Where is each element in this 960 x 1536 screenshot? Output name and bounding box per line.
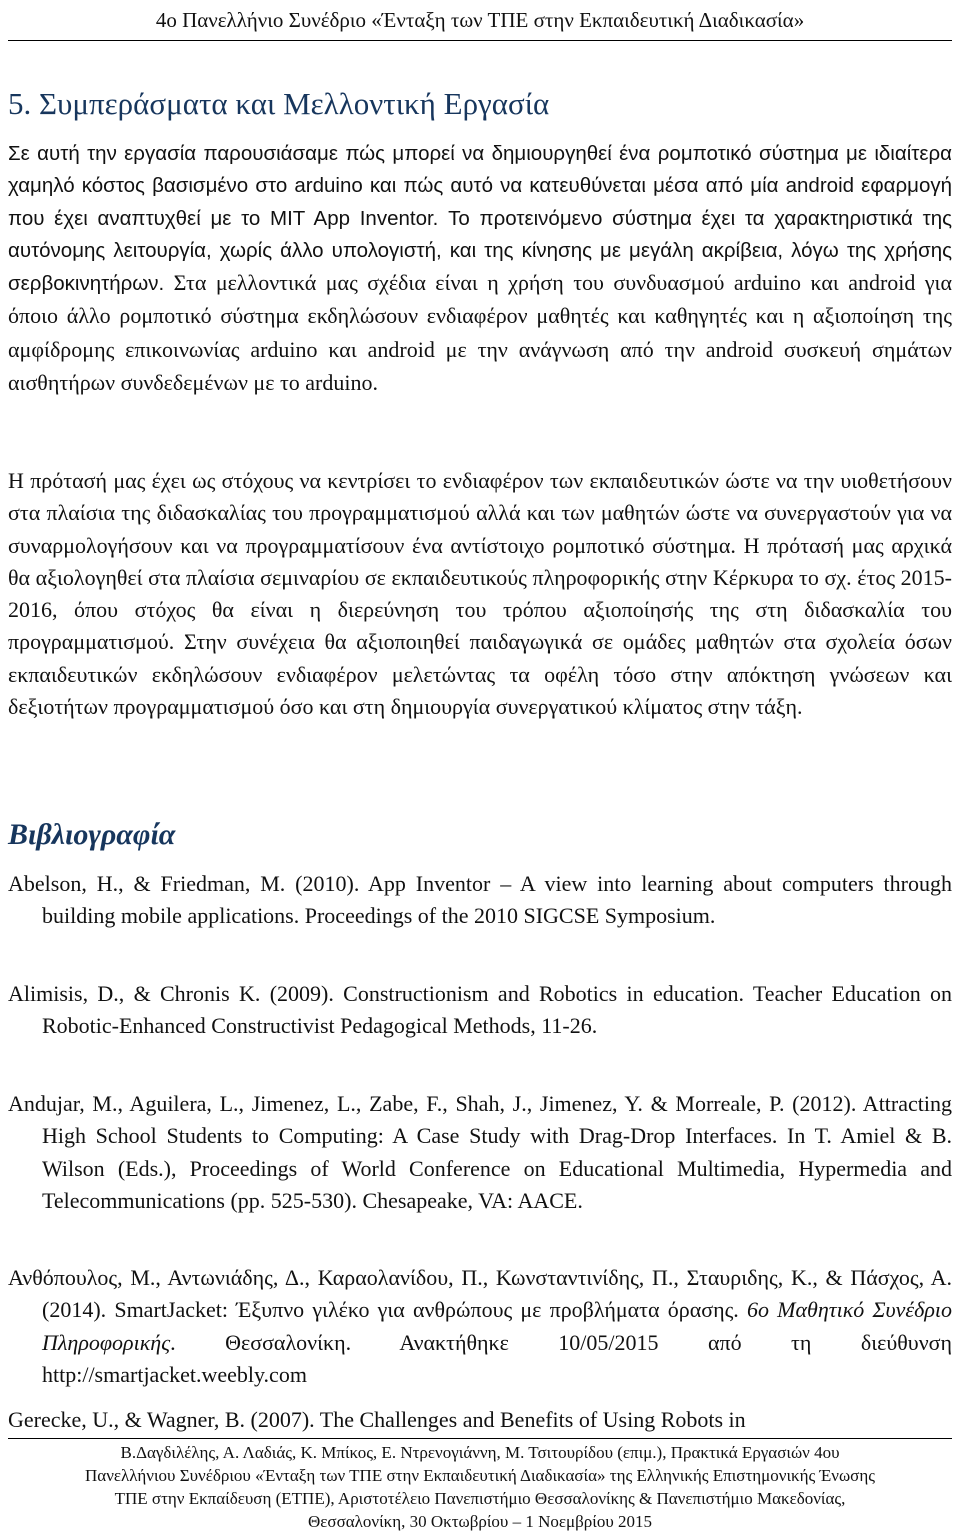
page-footer bbox=[0, 1441, 960, 1533]
reference-4-venue: 6ο Μαθητικό Συνέδριο Πληροφορικής bbox=[42, 1297, 952, 1355]
running-header: 4ο Πανελλήνιο Συνέδριο «Ένταξη των ΤΠΕ στην Εκπαιδευτική Διαδικασία» bbox=[155, 8, 805, 32]
reference-item: Gerecke, U., & Wagner, B. (2007). The Challenges and Benefits of Using Robots in bbox=[8, 1407, 746, 1432]
section-title: 5. Συμπεράσματα και Μελλοντική Εργασία bbox=[8, 86, 550, 121]
bibliography-title: Βιβλιογραφία bbox=[8, 818, 176, 851]
footer-line: ΤΠΕ στην Εκπαίδευση (ΕΤΠΕ), Αριστοτέλειο Πανεπιστήμιο Θεσσαλονίκης & Πανεπιστήμιο Μακεδονίας, bbox=[114, 1489, 846, 1508]
header-rule bbox=[8, 40, 952, 41]
conclusions-paragraph-2: Η πρότασή μας έχει ως στόχους να κεντρίσει το ενδιαφέρον των εκπαιδευτικών ώστε να την υιοθετήσουν στα πλαίσια της διδασκαλίας του προγραμματισμού αλλά και των μαθητών ώστε να συνεργαστούν για να συναρμολογήσουν και να προγραμματίσουν ένα αντίστοιχο ρομποτικό σύστημα. Η πρότασή μας αρχικά θα αξιολογηθεί στα πλαίσια σεμιναρίου σε εκπαιδευτικούς πληροφορικής στην Κέρκυρα το σχ. έτος 2015-2016, όπου στόχος θα είναι η διερεύνηση του τρόπου αξιοποίησής της στη διδασκαλία του προγραμματισμού. Στην συνέχεια θα αξιοποιηθεί παιδαγωγικά σε ομάδες μαθητών στα σχολεία όσων εκπαιδευτικών εκδηλώσουν ενδιαφέρον μελετώντας τα οφέλη τόσο στην απόκτηση γνώσεων και δεξιοτήτων προγραμματισμού όσο και στη δημιουργία συνεργατικού κλίματος στην τάξη. bbox=[8, 468, 952, 720]
reference-item: Abelson, H., & Friedman, M. (2010). App Inventor – A view into learning about computers through building mobile applications. Proceedings of the 2010 SIGCSE Symposium. bbox=[8, 871, 952, 929]
reference-4-text-before: Ανθόπουλος, Μ., Αντωνιάδης, Δ., Καραολανίδου, Π., Κωνσταντινίδης, Π., Σταυριδης, Κ., & Πάσχος, Α. (2014). SmartJacket: Έξυπνο γιλέκο για ανθρώπους με προβλήματα όρασης. bbox=[8, 1265, 952, 1323]
footer-line: Θεσσαλονίκη, 30 Οκτωβρίου – 1 Νοεμβρίου 2015 bbox=[307, 1512, 652, 1531]
conclusions-paragraph-1 bbox=[8, 138, 952, 400]
reference-item: Andujar, M., Aguilera, L., Jimenez, L., Zabe, F., Shah, J., Jimenez, Y. & Morreale, P. (2012). Attracting High School Students to Computing: A Case Study with Drag-Drop Interfaces. In T. Amiel & B. Wilson (Eds.), Proceedings of World Conference on Educational Multimedia, Hypermedia and Telecommunications (pp. 525-530). Chesapeake, VA: AACE. bbox=[8, 1091, 952, 1213]
footer-line: Β.Δαγδιλέλης, Α. Λαδιάς, Κ. Μπίκος, Ε. Ντρενογιάννη, Μ. Τσιτουρίδου (επιμ.), Πρακτικά Εργασιών 4ου bbox=[120, 1443, 840, 1462]
reference-4-text-after: . Θεσσαλονίκη. Ανακτήθηκε 10/05/2015 από τη διεύθυνση http://smartjacket.weebly.com bbox=[42, 1329, 952, 1387]
paragraph-1-sans-text: Σε αυτή την εργασία παρουσιάσαμε πώς μπορεί να δημιουργηθεί ένα ρομποτικό σύστημα με ιδιαίτερα χαμηλό κόστος βασισμένο στο arduino και πώς αυτό να κατευθύνεται μέσα από μία android εφαρμογή που έχει αναπτυχθεί με το MIT App Inventor. Το προτεινόμενο σύστημα έχει τα χαρακτηριστικά της αυτόνομης λειτουργία, χωρίς άλλο υπολογιστή, και της κίνησης με μεγάλη ακρίβεια, λόγω της χρήσης σερβοκινητήρων. bbox=[8, 142, 952, 296]
reference-item: Alimisis, D., & Chronis K. (2009). Constructionism and Robotics in education. Teacher Education on Robotic-Enhanced Constructivist Pedagogical Methods, 11-26. bbox=[8, 981, 952, 1039]
footer-line: Πανελλήνιου Συνέδριου «Ένταξη των ΤΠΕ στην Εκπαιδευτική Διαδικασία» της Ελληνικής Επιστημονικής Ένωσης bbox=[85, 1466, 875, 1485]
reference-item bbox=[8, 1262, 952, 1391]
paragraph-1-serif-text: Στα μελλοντικά μας σχέδια είναι η χρήση του συνδυασμού arduino και android για όποιο άλλο ρομποτικό σύστημα εκδηλώσουν ενδιαφέρον μαθητές και καθηγητές και η αξιοποίηση της αμφίδρομης επικοινωνίας arduino και android με την ανάγνωση από την android συσκευή σημάτων αισθητήρων συνδεδεμένων με το arduino. bbox=[8, 270, 952, 396]
footer-rule bbox=[8, 1438, 952, 1439]
